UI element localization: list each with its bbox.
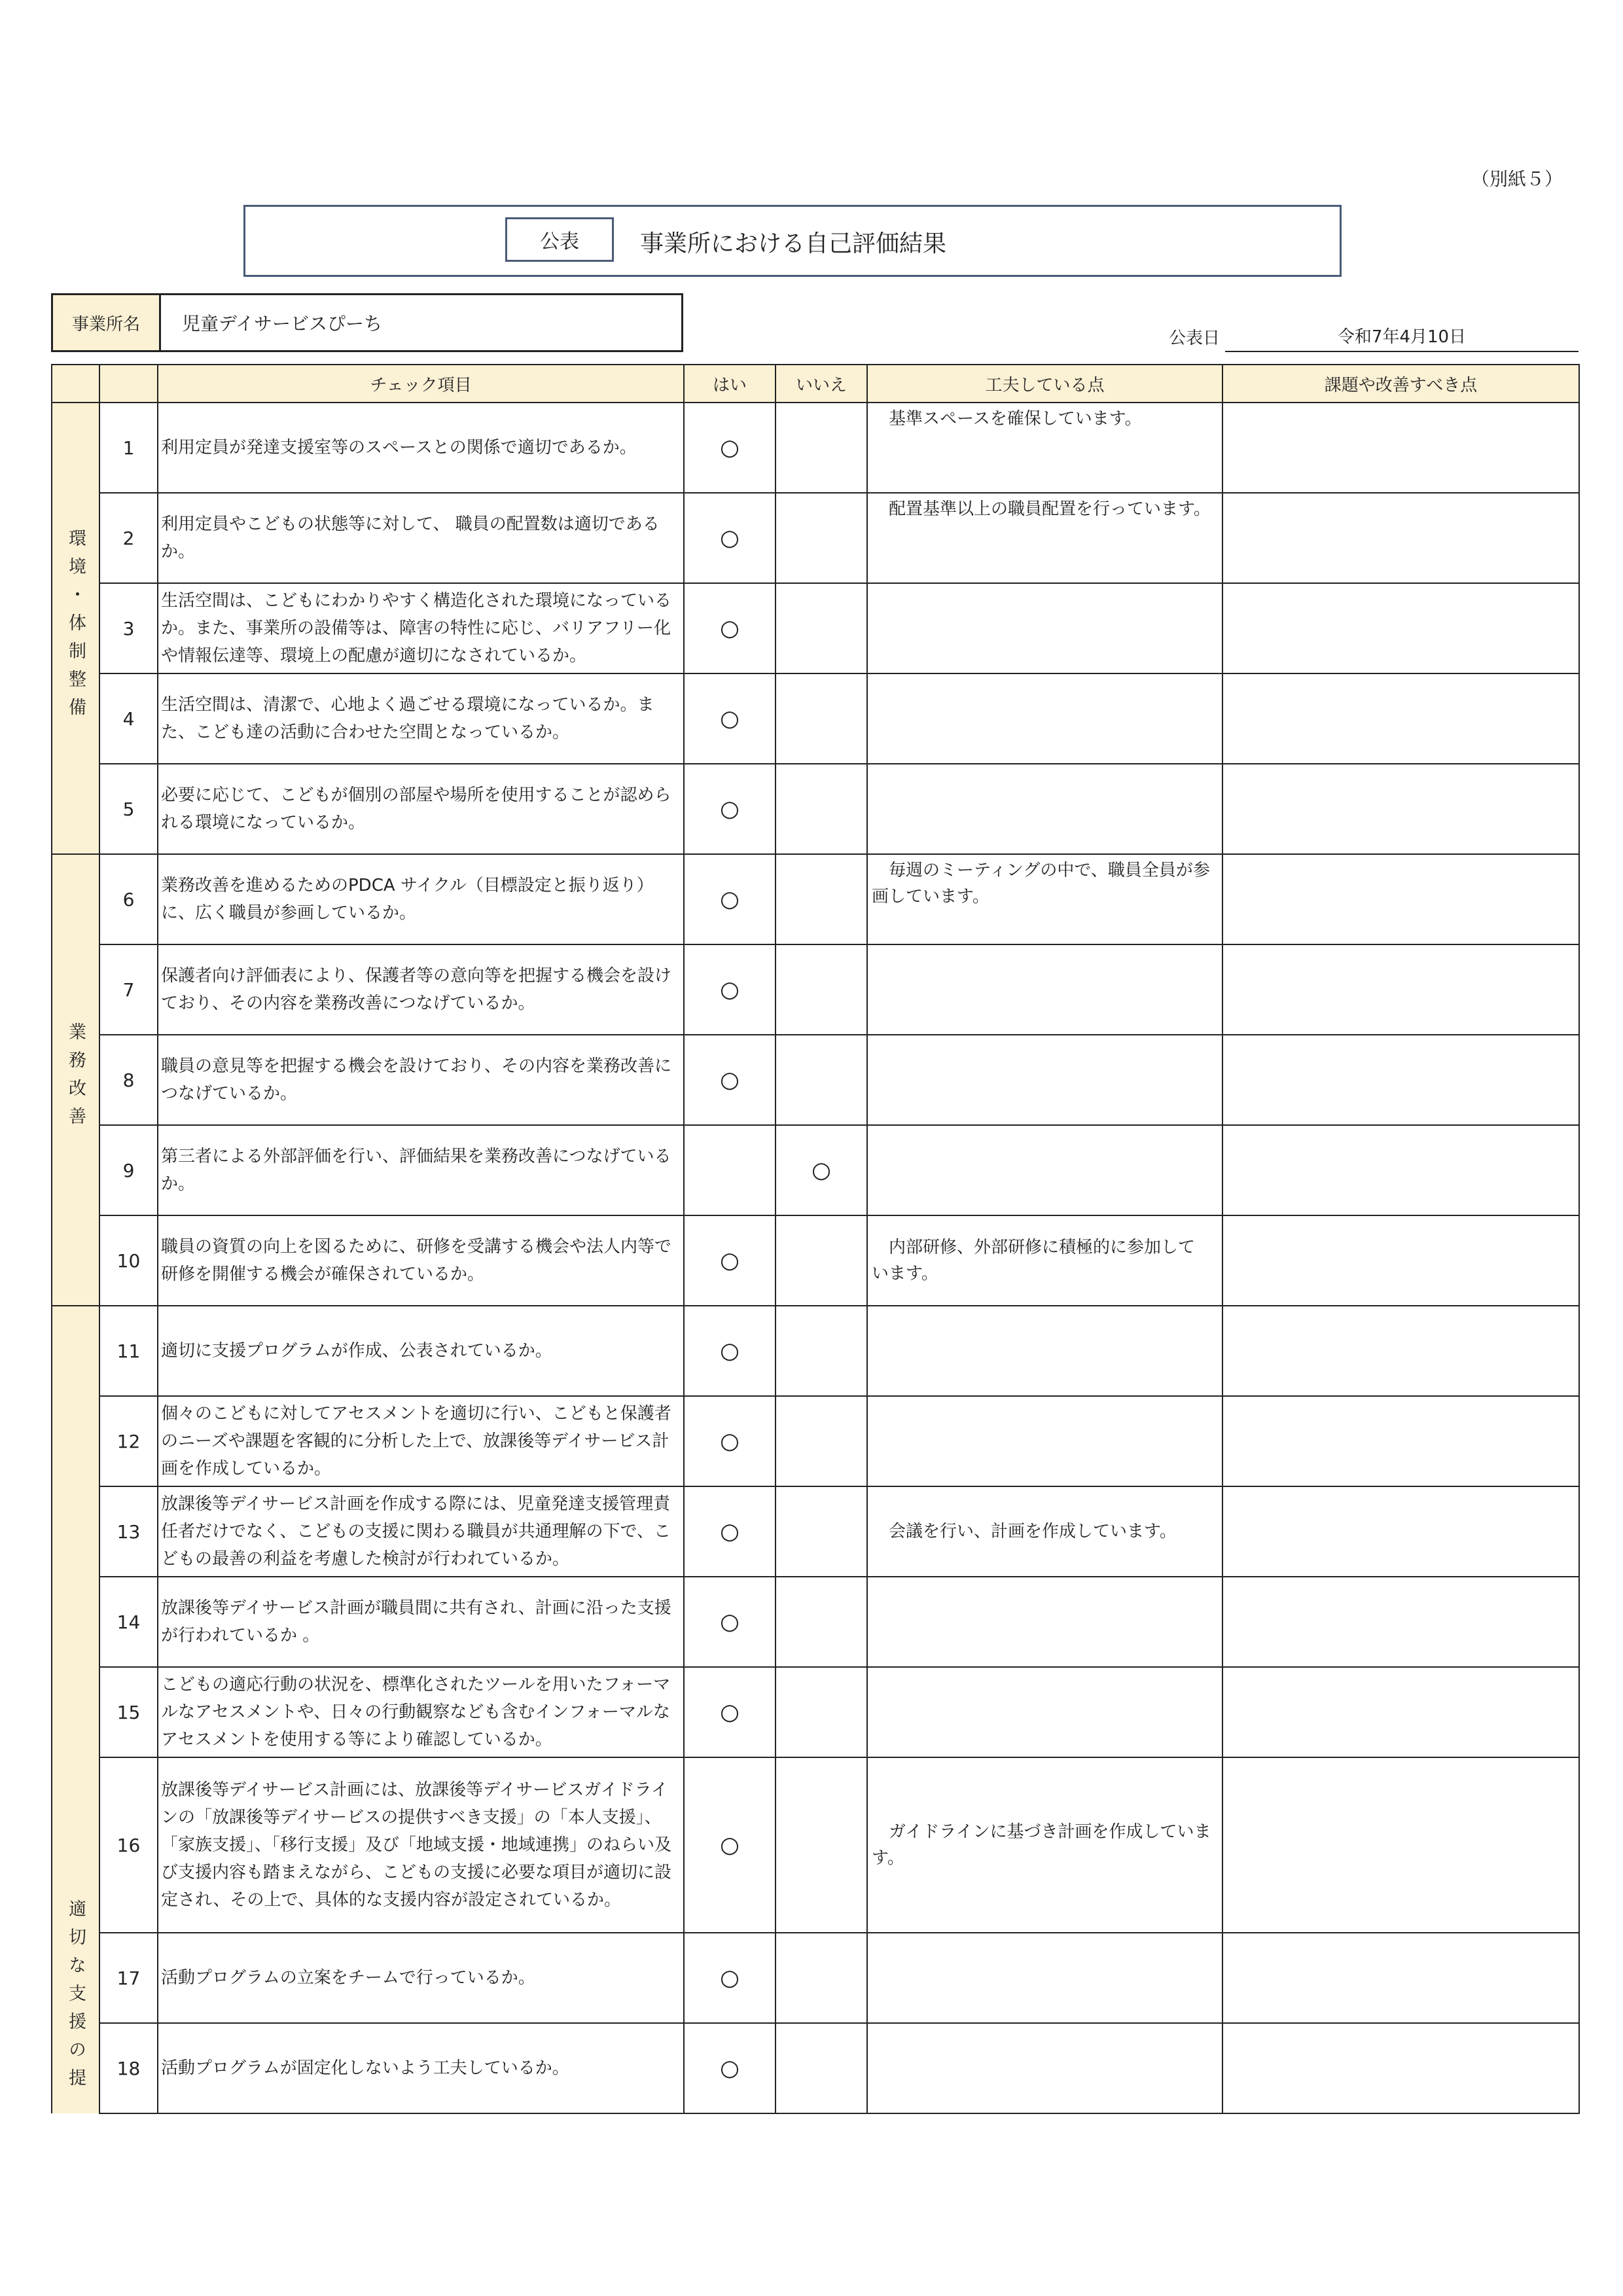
yes-mark: ○ xyxy=(684,1486,776,1577)
issues-text xyxy=(1222,403,1579,493)
ingenuity-text xyxy=(867,944,1222,1035)
publication-badge: 公表 xyxy=(505,217,614,262)
issues-text xyxy=(1222,673,1579,764)
ingenuity-text xyxy=(867,583,1222,673)
table-row xyxy=(52,1125,1579,1215)
no-mark xyxy=(776,854,867,944)
issues-text xyxy=(1222,1667,1579,1757)
category-environment: 環境・体制整備 xyxy=(52,403,99,854)
publication-date-value: 令和7年4月10日 xyxy=(1225,323,1578,352)
office-name-box xyxy=(51,293,683,352)
header-category xyxy=(52,365,99,403)
yes-mark: ○ xyxy=(684,854,776,944)
row-number: 16 xyxy=(99,1757,158,1933)
ingenuity-text: 基準スペースを確保しています。 xyxy=(867,403,1222,493)
row-number: 11 xyxy=(99,1306,158,1396)
table-row xyxy=(52,1577,1579,1667)
row-number: 4 xyxy=(99,673,158,764)
row-number: 13 xyxy=(99,1486,158,1577)
category-appropriate-support: 適切な支援の提 xyxy=(52,1306,99,2113)
row-number: 6 xyxy=(99,854,158,944)
yes-mark: ○ xyxy=(684,944,776,1035)
row-number: 9 xyxy=(99,1125,158,1215)
issues-text xyxy=(1222,493,1579,583)
ingenuity-text xyxy=(867,1035,1222,1125)
table-row xyxy=(52,1933,1579,2023)
table-row xyxy=(52,944,1579,1035)
check-item: 適切に支援プログラムが作成、公表されているか。 xyxy=(158,1306,684,1396)
header-check-item: チェック項目 xyxy=(158,365,684,403)
row-number: 10 xyxy=(99,1215,158,1306)
header-no: いいえ xyxy=(776,365,867,403)
no-mark xyxy=(776,2023,867,2113)
ingenuity-text xyxy=(867,1667,1222,1757)
issues-text xyxy=(1222,1125,1579,1215)
table-row xyxy=(52,1396,1579,1486)
yes-mark: ○ xyxy=(684,2023,776,2113)
table-row xyxy=(52,493,1579,583)
check-item: 活動プログラムの立案をチームで行っているか。 xyxy=(158,1933,684,2023)
check-item: 第三者による外部評価を行い、評価結果を業務改善につなげているか。 xyxy=(158,1125,684,1215)
table-row xyxy=(52,1667,1579,1757)
yes-mark: ○ xyxy=(684,1667,776,1757)
table-row xyxy=(52,2023,1579,2113)
issues-text xyxy=(1222,1035,1579,1125)
check-item: 活動プログラムが固定化しないよう工夫しているか。 xyxy=(158,2023,684,2113)
yes-mark: ○ xyxy=(684,403,776,493)
ingenuity-text: ガイドラインに基づき計画を作成しています。 xyxy=(867,1757,1222,1933)
issues-text xyxy=(1222,944,1579,1035)
check-item: 利用定員が発達支援室等のスペースとの関係で適切であるか。 xyxy=(158,403,684,493)
check-item: 利用定員やこどもの状態等に対して、 職員の配置数は適切であるか。 xyxy=(158,493,684,583)
office-name-label: 事業所名 xyxy=(53,295,161,350)
check-item: 生活空間は、清潔で、心地よく過ごせる環境になっているか。また、こども達の活動に合わせた空間となっているか。 xyxy=(158,673,684,764)
publication-date-label: 公表日 xyxy=(1169,329,1221,348)
ingenuity-text xyxy=(867,1933,1222,2023)
ingenuity-text: 配置基準以上の職員配置を行っています。 xyxy=(867,493,1222,583)
ingenuity-text xyxy=(867,1306,1222,1396)
check-item: 職員の意見等を把握する機会を設けており、その内容を業務改善につなげているか。 xyxy=(158,1035,684,1125)
row-number: 3 xyxy=(99,583,158,673)
office-name-value: 児童デイサービスぴーち xyxy=(182,313,383,334)
no-mark xyxy=(776,493,867,583)
yes-mark: ○ xyxy=(684,493,776,583)
yes-mark: ○ xyxy=(684,1577,776,1667)
issues-text xyxy=(1222,1757,1579,1933)
table-row xyxy=(52,1306,1579,1396)
issues-text xyxy=(1222,1486,1579,1577)
check-item: こどもの適応行動の状況を、標準化されたツールを用いたフォーマルなアセスメントや、日々の行動観察なども含むインフォーマルなアセスメントを使用する等により確認しているか。 xyxy=(158,1667,684,1757)
ingenuity-text xyxy=(867,1396,1222,1486)
table-header-row xyxy=(52,365,1579,403)
check-item: 放課後等デイサービス計画には、放課後等デイサービスガイドラインの「放課後等デイサービスの提供すべき支援」の「本人支援」、「家族支援」、「移行支援」及び「地域支援・地域連携」のねらい及び支援内容も踏まえながら、こどもの支援に必要な項目が適切に設定され、その上で、具体的な支援内容が設定されているか。 xyxy=(158,1757,684,1933)
no-mark xyxy=(776,673,867,764)
row-number: 1 xyxy=(99,403,158,493)
issues-text xyxy=(1222,1577,1579,1667)
table-row xyxy=(52,854,1579,944)
row-number: 5 xyxy=(99,764,158,854)
table-row xyxy=(52,1757,1579,1933)
no-mark xyxy=(776,1396,867,1486)
yes-mark: ○ xyxy=(684,1215,776,1306)
no-mark xyxy=(776,1577,867,1667)
no-mark xyxy=(776,1306,867,1396)
issues-text xyxy=(1222,583,1579,673)
check-item: 生活空間は、こどもにわかりやすく構造化された環境になっているか。また、事業所の設備等は、障害の特性に応じ、バリアフリー化や情報伝達等、環境上の配慮が適切になされているか。 xyxy=(158,583,684,673)
self-evaluation-table xyxy=(51,364,1580,2114)
no-mark xyxy=(776,1933,867,2023)
yes-mark: ○ xyxy=(684,1306,776,1396)
issues-text xyxy=(1222,2023,1579,2113)
no-mark xyxy=(776,1667,867,1757)
row-number: 2 xyxy=(99,493,158,583)
yes-mark: ○ xyxy=(684,1757,776,1933)
issues-text xyxy=(1222,1306,1579,1396)
issues-text xyxy=(1222,1215,1579,1306)
ingenuity-text: 内部研修、外部研修に積極的に参加しています。 xyxy=(867,1215,1222,1306)
no-mark xyxy=(776,764,867,854)
header-issues: 課題や改善すべき点 xyxy=(1222,365,1579,403)
no-mark xyxy=(776,1035,867,1125)
table-row xyxy=(52,764,1579,854)
row-number: 12 xyxy=(99,1396,158,1486)
yes-mark xyxy=(684,1125,776,1215)
issues-text xyxy=(1222,1933,1579,2023)
row-number: 17 xyxy=(99,1933,158,2023)
ingenuity-text xyxy=(867,673,1222,764)
check-item: 保護者向け評価表により、保護者等の意向等を把握する機会を設けており、その内容を業務改善につなげているか。 xyxy=(158,944,684,1035)
table-row xyxy=(52,1486,1579,1577)
ingenuity-text xyxy=(867,1577,1222,1667)
check-item: 職員の資質の向上を図るために、研修を受講する機会や法人内等で研修を開催する機会が確保されているか。 xyxy=(158,1215,684,1306)
no-mark xyxy=(776,1215,867,1306)
page-title: 事業所における自己評価結果 xyxy=(640,230,947,257)
row-number: 15 xyxy=(99,1667,158,1757)
category-operations-improvement: 業務改善 xyxy=(52,854,99,1306)
table-row xyxy=(52,583,1579,673)
yes-mark: ○ xyxy=(684,1396,776,1486)
yes-mark: ○ xyxy=(684,583,776,673)
row-number: 7 xyxy=(99,944,158,1035)
check-item: 放課後等デイサービス計画が職員間に共有され、計画に沿った支援が行われているか 。 xyxy=(158,1577,684,1667)
check-item: 業務改善を進めるためのPDCA サイクル（目標設定と振り返り）に、広く職員が参画しているか。 xyxy=(158,854,684,944)
row-number: 8 xyxy=(99,1035,158,1125)
no-mark: ○ xyxy=(776,1125,867,1215)
table-row xyxy=(52,673,1579,764)
check-item: 個々のこどもに対してアセスメントを適切に行い、こどもと保護者のニーズや課題を客観的に分析した上で、放課後等デイサービス計画を作成しているか。 xyxy=(158,1396,684,1486)
row-number: 14 xyxy=(99,1577,158,1667)
ingenuity-text xyxy=(867,764,1222,854)
ingenuity-text xyxy=(867,2023,1222,2113)
ingenuity-text xyxy=(867,1125,1222,1215)
yes-mark: ○ xyxy=(684,1035,776,1125)
header-number xyxy=(99,365,158,403)
issues-text xyxy=(1222,1396,1579,1486)
no-mark xyxy=(776,1757,867,1933)
yes-mark: ○ xyxy=(684,1933,776,2023)
table-row xyxy=(52,1035,1579,1125)
no-mark xyxy=(776,403,867,493)
header-yes: はい xyxy=(684,365,776,403)
table-row xyxy=(52,403,1579,493)
ingenuity-text: 毎週のミーティングの中で、職員全員が参画しています。 xyxy=(867,854,1222,944)
issues-text xyxy=(1222,854,1579,944)
no-mark xyxy=(776,944,867,1035)
check-item: 放課後等デイサービス計画を作成する際には、児童発達支援管理責任者だけでなく、こどもの支援に関わる職員が共通理解の下で、こどもの最善の利益を考慮した検討が行われているか。 xyxy=(158,1486,684,1577)
yes-mark: ○ xyxy=(684,673,776,764)
annex-label: （別紙５） xyxy=(1471,168,1563,190)
header-ingenuity: 工夫している点 xyxy=(867,365,1222,403)
ingenuity-text: 会議を行い、計画を作成しています。 xyxy=(867,1486,1222,1577)
no-mark xyxy=(776,583,867,673)
no-mark xyxy=(776,1486,867,1577)
issues-text xyxy=(1222,764,1579,854)
check-item: 必要に応じて、こどもが個別の部屋や場所を使用することが認められる環境になっているか。 xyxy=(158,764,684,854)
row-number: 18 xyxy=(99,2023,158,2113)
table-row xyxy=(52,1215,1579,1306)
yes-mark: ○ xyxy=(684,764,776,854)
